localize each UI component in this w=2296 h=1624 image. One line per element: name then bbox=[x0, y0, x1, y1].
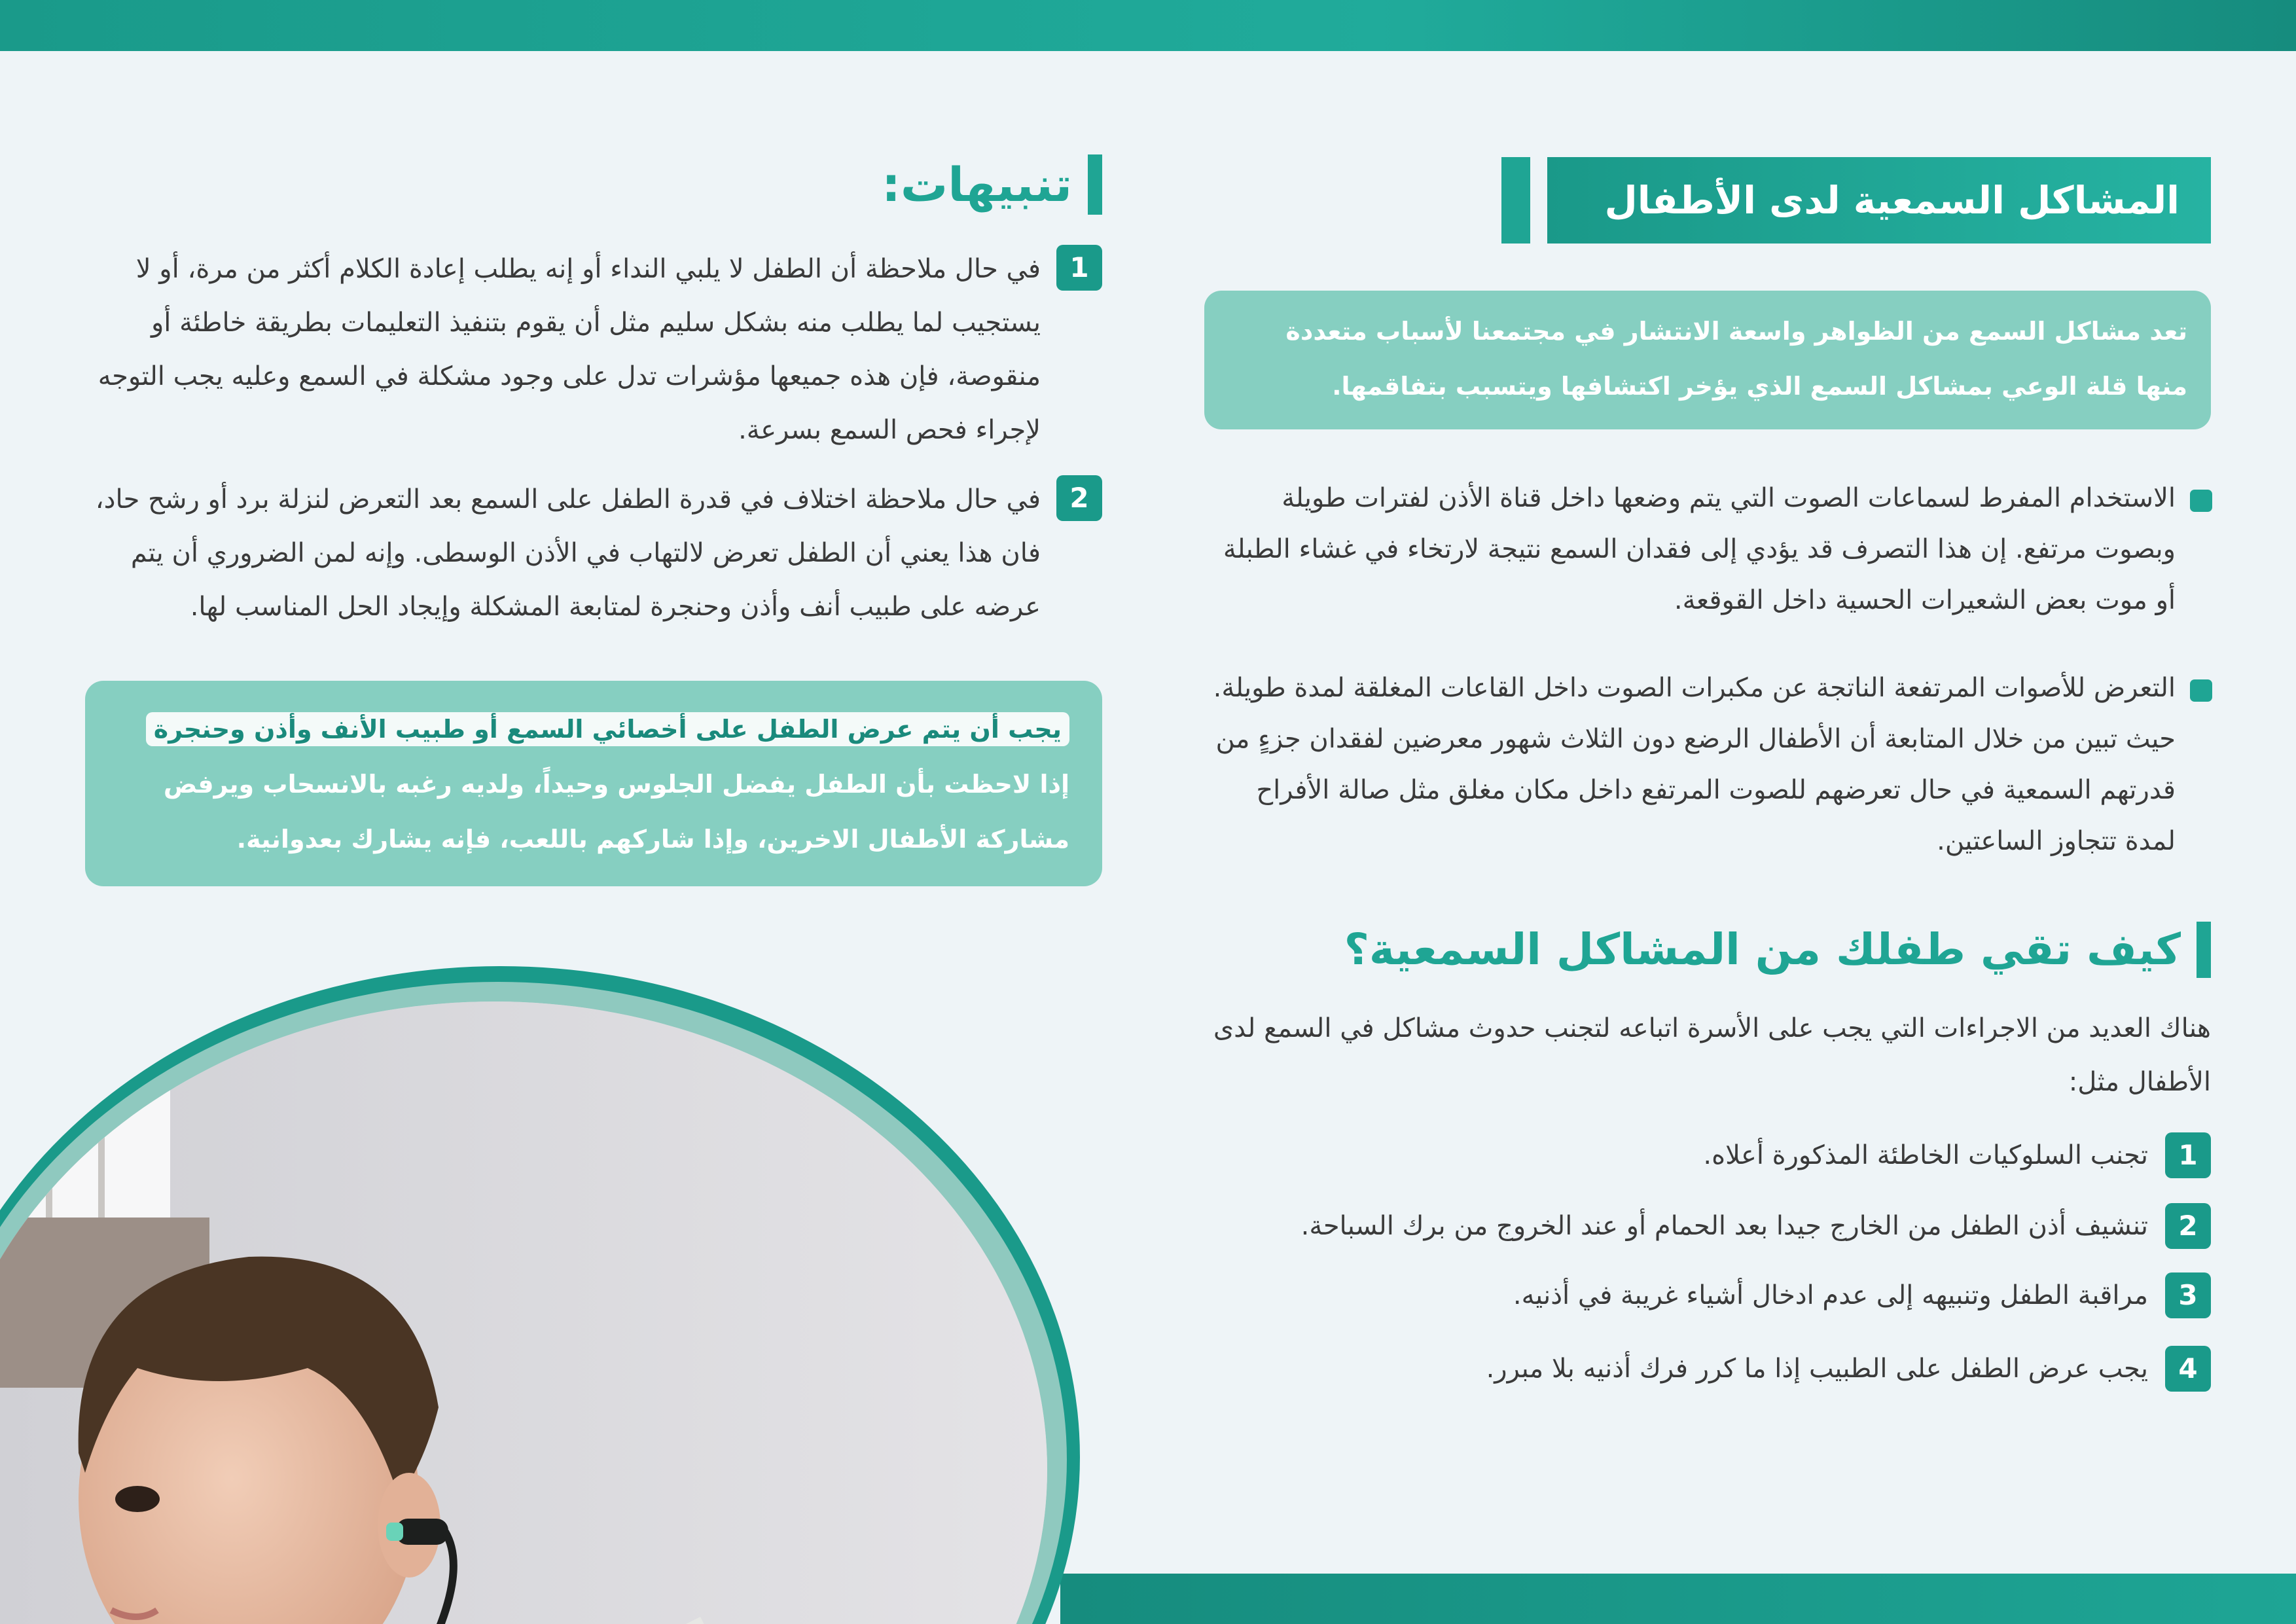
alert-text: في حال ملاحظة أن الطفل لا يلبي النداء أو إنه يطلب إعادة الكلام أكثر من مرة، أو لا يستجيب لما يطلب منه بشكل سليم مثل أن يقوم بتنفيذ التعليمات بطريقة خاطئة أو منقوصة، فإن هذه جميعها مؤشرات تدل على وجود مشكلة في السمع وعليه يجب التوجه لإجراء فحص السمع بسرعة. bbox=[98, 254, 1041, 445]
step-item bbox=[1211, 1203, 2211, 1249]
alert-number: 1 bbox=[1056, 245, 1102, 291]
step-text: مراقبة الطفل وتنبيهه إلى عدم ادخال أشياء غريبة في أذنيه. bbox=[1513, 1280, 2148, 1310]
section-title-hearing-problems bbox=[1507, 157, 2211, 244]
warning-highlight: يجب أن يتم عرض الطفل على أخصائي السمع أو طبيب الأنف وأذن وحنجرة bbox=[146, 712, 1069, 746]
alert-text: في حال ملاحظة اختلاف في قدرة الطفل على السمع بعد التعرض لنزلة برد أو رشح حاد، فان هذا يعني أن الطفل تعرض لالتهاب في الأذن الوسطى. وإنه لمن الضروري أن يتم عرضه على طبيب أنف وأذن وحنجرة لمتابعة المشكلة وإيجاد الحل المناسب لها. bbox=[95, 484, 1041, 622]
alerts-heading bbox=[851, 154, 1102, 215]
alert-number: 2 bbox=[1056, 475, 1102, 521]
heading-bar bbox=[1088, 154, 1102, 215]
bullet-item bbox=[1211, 662, 2212, 867]
title-stripe bbox=[1501, 157, 1530, 244]
warning-text: إذا لاحظت بأن الطفل يفضل الجلوس وحيداً، ولديه رغبه بالانسحاب ويرفض مشاركة الأطفال الاخرين، وإذا شاركهم باللعب، فإنه يشارك بعدوانية. bbox=[163, 770, 1069, 854]
heading-text: تنبيهات: bbox=[882, 157, 1072, 212]
bottom-bar bbox=[1060, 1574, 2296, 1624]
alert-item bbox=[72, 473, 1102, 634]
step-text: تنشيف أذن الطفل من الخارج جيدا بعد الحمام أو عند الخروج من برك السباحة. bbox=[1300, 1211, 2148, 1241]
step-item bbox=[1211, 1346, 2211, 1392]
bullet-text: الاستخدام المفرط لسماعات الصوت التي يتم وضعها داخل قناة الأذن لفترات طويلة وبصوت مرتفع. إن هذا التصرف قد يؤدي إلى فقدان السمع نتيجة لارتخاء في غشاء الطبلة أو موت بعض الشعيرات الحسية داخل القوقعة. bbox=[1223, 483, 2176, 615]
how-to-protect-heading bbox=[1244, 922, 2211, 978]
step-item bbox=[1211, 1272, 2211, 1318]
bullet-item bbox=[1211, 473, 2212, 626]
bullet-icon bbox=[2190, 679, 2212, 702]
how-intro-text: هناك العديد من الاجراءات التي يجب على الأسرة اتباعه لتجنب حدوث مشاكل في السمع لدى الأطفال مثل: bbox=[1213, 1013, 2211, 1097]
warning-box bbox=[85, 681, 1102, 886]
step-number: 3 bbox=[2165, 1272, 2211, 1318]
step-number: 2 bbox=[2165, 1203, 2211, 1249]
heading-text: كيف تقي طفلك من المشاكل السمعية؟ bbox=[1344, 924, 2181, 975]
step-item bbox=[1211, 1132, 2211, 1178]
step-text: يجب عرض الطفل على الطبيب إذا ما كرر فرك أذنيه بلا مبرر. bbox=[1486, 1354, 2148, 1384]
bullet-text: التعرض للأصوات المرتفعة الناتجة عن مكبرات الصوت داخل القاعات المغلقة لمدة طويلة. حيث تبين من خلال المتابعة أن الأطفال الرضع دون الثلاث شهور معرضين لفقدان جزءٍ من قدرتهم السمعية في حال تعرضهم للصوت المرتفع داخل مكان مغلق مثل صالة الأفراح لمدة تتجاوز الساعتين. bbox=[1213, 673, 2176, 856]
top-bar bbox=[0, 0, 2296, 51]
step-number: 1 bbox=[2165, 1132, 2211, 1178]
step-text: تجنب السلوكيات الخاطئة المذكورة أعلاه. bbox=[1703, 1140, 2148, 1170]
title-box: المشاكل السمعية لدى الأطفال bbox=[1547, 157, 2211, 244]
step-number: 4 bbox=[2165, 1346, 2211, 1392]
heading-bar bbox=[2197, 922, 2211, 978]
alert-item bbox=[72, 242, 1102, 457]
intro-box: تعد مشاكل السمع من الظواهر واسعة الانتشار في مجتمعنا لأسباب متعددة منها قلة الوعي بمشاكل السمع الذي يؤخر اكتشافها ويتسبب بتفاقمها. bbox=[1204, 291, 2211, 429]
bullet-icon bbox=[2190, 490, 2212, 512]
